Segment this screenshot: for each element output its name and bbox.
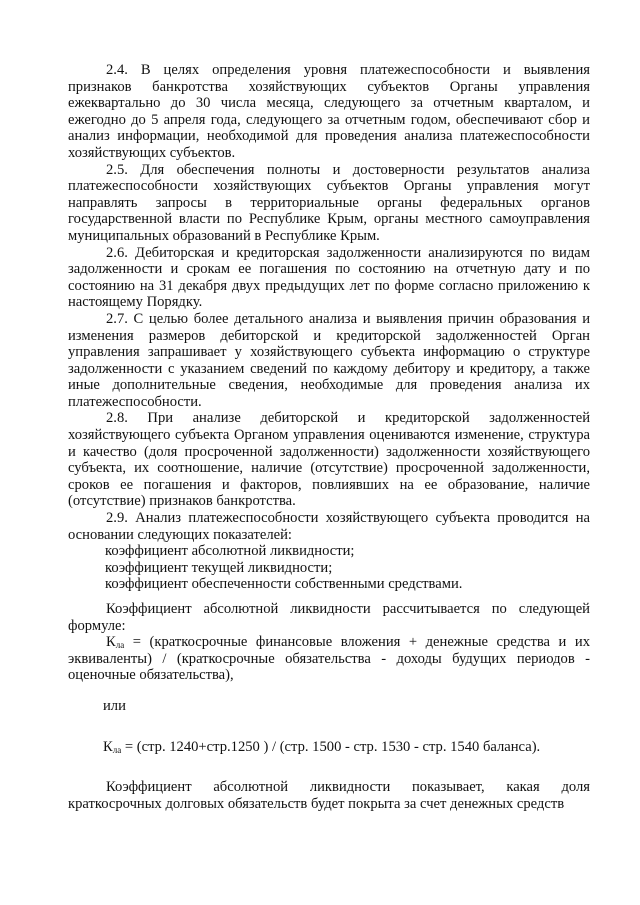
paragraph-2-6: 2.6. Дебиторская и кредиторская задолженности анализируются по видам задолженности и срокам ее погашения по состоянию на отчетную дату и по состоянию на 31 декабря двух предыдущих лет по форме согласно приложению к настоящему Порядку. [68, 244, 590, 311]
coefficient-intro: Коэффициент абсолютной ликвидности рассчитывается по следующей формуле: [68, 601, 590, 634]
closing-paragraph: Коэффициент абсолютной ликвидности показывает, какая доля краткосрочных долговых обязательств будет покрыта за счет денежных средств [68, 779, 590, 812]
formula-subscript: ла [115, 640, 125, 651]
formula-symbol: К [103, 738, 113, 755]
paragraph-2-8: 2.8. При анализе дебиторской и кредиторской задолженностей хозяйствующего субъекта Органом управления оцениваются изменение, структура и качество (доля просроченной задолженности) задолженности хозяйствующего субъекта, их соотношение, наличие (отсутствие) просроченной задолженности, сроков ее погашения и факторов, повлиявших на ее образование, наличие (отсутствие) признаков банкротства. [68, 410, 590, 510]
list-item: коэффициент текущей ликвидности; [105, 559, 333, 576]
paragraph-2-5: 2.5. Для обеспечения полноты и достоверности результатов анализа платежеспособности хозяйствующих субъектов Органы управления могут направлять запросы в территориальные органы федеральных органов государственной власти по Республике Крым, органы местного самоуправления муниципальных образований в Республике Крым. [68, 161, 590, 244]
list-item: коэффициент абсолютной ликвидности; [105, 543, 355, 560]
list-item: коэффициент обеспеченности собственными средствами. [105, 576, 463, 593]
formula-subscript: ла [112, 744, 122, 755]
formula-text: = (краткосрочные финансовые вложения + денежные средства и их эквиваленты) / (краткосрочные обязательства - доходы будущих периодов - оценочные обязательства), [68, 634, 590, 684]
formula-definition [68, 634, 590, 684]
paragraph-2-9: 2.9. Анализ платежеспособности хозяйствующего субъекта проводится на основании следующих показателей: [68, 510, 590, 543]
paragraph-2-4: 2.4. В целях определения уровня платежеспособности и выявления признаков банкротства хозяйствующих субъектов Органы управления ежеквартально до 30 числа месяца, следующего за отчетным кварталом, и ежегодно до 5 апреля года, следующего за отчетным годом, обеспечивают сбор и анализ информации, необходимой для проведения анализа платежеспособности хозяйствующих субъектов. [68, 62, 590, 161]
paragraph-2-7: 2.7. С целью более детального анализа и выявления причин образования и изменения размеров дебиторской и кредиторской задолженностей Орган управления запрашивает у хозяйствующего субъекта информацию о структуре задолженности с указанием сведений по каждому дебитору и кредитору, а также иные дополнительные сведения, необходимые для проведения анализа их платежеспособности. [68, 310, 590, 410]
formula-symbol: К [106, 634, 116, 651]
indicator-list [68, 543, 590, 593]
formula-lines [68, 739, 590, 756]
formula-text: = (стр. 1240+стр.1250 ) / (стр. 1500 - стр. 1530 - стр. 1540 баланса). [121, 738, 541, 755]
or-word: или [103, 697, 126, 714]
